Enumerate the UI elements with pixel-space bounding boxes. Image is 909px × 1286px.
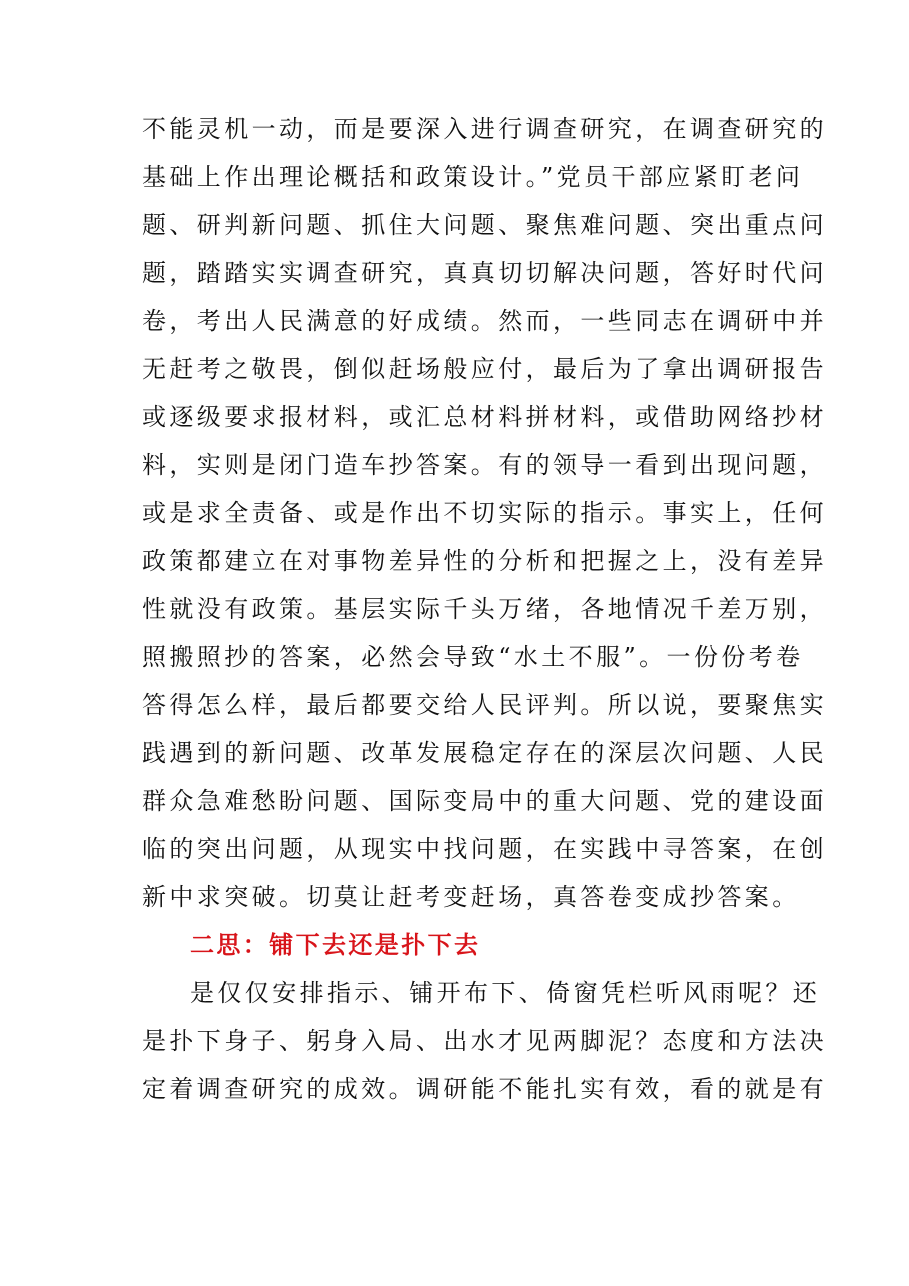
paragraph-line: 是扑下身子、躬身入局、出水才见两脚泥？态度和方法决 [142, 1027, 827, 1055]
paragraph-line: 群众急难愁盼问题、国际变局中的重大问题、党的建设面 [142, 787, 827, 815]
paragraph-line: 无赶考之敬畏，倒似赶场般应付，最后为了拿出调研报告 [142, 355, 827, 383]
paragraph-line: 卷，考出人民满意的好成绩。然而，一些同志在调研中并 [142, 307, 827, 335]
paragraph-line: 践遇到的新问题、改革发展稳定存在的深层次问题、人民 [142, 739, 827, 767]
paragraph-line: 题、研判新问题、抓住大问题、聚焦难问题、突出重点问 [142, 211, 827, 239]
paragraph-line: 政策都建立在对事物差异性的分析和把握之上，没有差异 [142, 547, 827, 575]
paragraph-line: 照搬照抄的答案，必然会导致“水土不服”。一份份考卷 [142, 643, 804, 671]
paragraph-line: 料，实则是闭门造车抄答案。有的领导一看到出现问题， [142, 451, 827, 479]
paragraph-line: 新中求突破。切莫让赶考变赶场，真答卷变成抄答案。 [142, 883, 800, 911]
paragraph-line: 是仅仅安排指示、铺开布下、倚窗凭栏听风雨呢？还 [190, 979, 821, 1007]
paragraph-line: 或逐级要求报材料，或汇总材料拼材料，或借助网络抄材 [142, 403, 827, 431]
paragraph-line: 答得怎么样，最后都要交给人民评判。所以说，要聚焦实 [142, 691, 827, 719]
paragraph-line: 定着调查研究的成效。调研能不能扎实有效，看的就是有 [142, 1075, 827, 1103]
paragraph-line: 临的突出问题，从现实中找问题，在实践中寻答案，在创 [142, 835, 827, 863]
paragraph-line: 不能灵机一动，而是要深入进行调查研究，在调查研究的 [142, 115, 827, 143]
paragraph-line: 题，踏踏实实调查研究，真真切切解决问题，答好时代问 [142, 259, 827, 287]
paragraph-line: 性就没有政策。基层实际千头万绪，各地情况千差万别， [142, 595, 827, 623]
paragraph-line: 或是求全责备、或是作出不切实际的指示。事实上，任何 [142, 499, 827, 527]
section-heading: 二思：铺下去还是扑下去 [190, 930, 481, 959]
paragraph-line: 基础上作出理论概括和政策设计。”党员干部应紧盯老问 [142, 163, 804, 191]
